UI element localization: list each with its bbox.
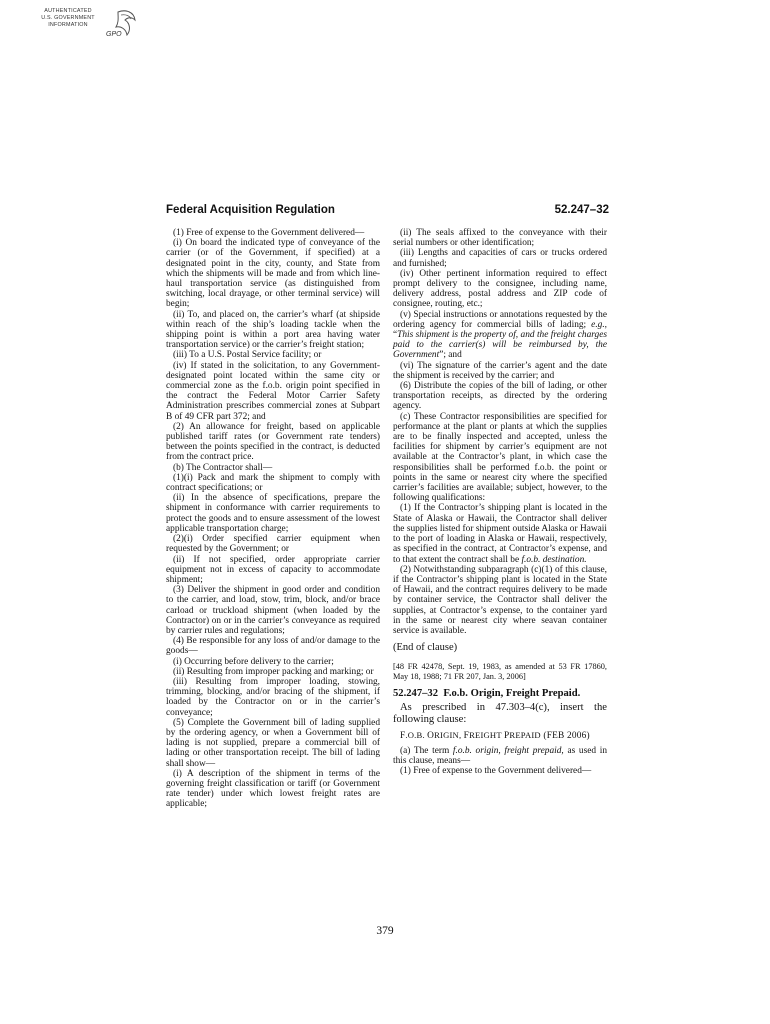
end-of-clause: (End of clause) [393, 642, 458, 654]
paragraph: (1) Free of expense to the Government delivered— [173, 228, 365, 238]
section-title: F.o.b. Origin, Freight Prepaid. [443, 688, 581, 700]
text-run: “ [393, 330, 398, 341]
paragraph: (iv) If stated in the solicitation, to any Government-designated point located within the same city or commercial zone as the f.o.b. origin point specified in the contract the Federal Motor Carrier Safety Administration prescribes commercial zones at Subpart B of 49 CFR part 372; and [166, 360, 380, 422]
right-column [393, 228, 607, 776]
paragraph: (2) An allowance for freight, based on applicable published tariff rates (or Government rate tenders) between the points specified in the contract, is deducted from the contract price. [166, 421, 380, 463]
paragraph: (b) The Contractor shall— [173, 462, 273, 473]
clause-title: F.O.B. ORIGIN, FREIGHT PREPAID (FEB 2006) [400, 730, 590, 742]
paragraph: (ii) If not specified, order appropriate carrier equipment not in excess of capacity to accommodate shipment; [166, 554, 380, 585]
paragraph: (ii) Resulting from improper packing and marking; or [173, 666, 374, 677]
paragraph [393, 746, 607, 766]
text-run: ”; and [439, 350, 462, 361]
paragraph: (2) Notwithstanding subparagraph (c)(1) of this clause, if the Contractor’s shipping plant is located in the State of Hawaii, and the contract requires delivery to be made by container service, the Contractor shall deliver the supplies, at Contractor’s expense, to the container yard in the same or nearest city where seavan container service is available. [393, 564, 607, 636]
paragraph: (vi) The signature of the carrier’s agent and the date the shipment is received by the carrier; and [393, 360, 607, 381]
paragraph: (c) These Contractor responsibilities are specified for performance at the plant or plants at which the supplies are to be finally inspected and accepted, unless the facilities for shipment by carrier’s equipment are not available at the Contractor’s plant, in which case the responsibilities shall be performed f.o.b. the point or points in the same or nearest city where the specified carrier’s facilities are available; subject, however, to the following qualifications: [393, 411, 607, 504]
logo-gpo-mark: GPO [106, 31, 122, 38]
paragraph: (6) Distribute the copies of the bill of lading, or other transportation receipts, as directed by the ordering agency. [393, 381, 607, 412]
citation: [48 FR 42478, Sept. 19, 1983, as amended at 53 FR 17860, May 18, 1988; 71 FR 207, Jan. 3, 2006] [393, 662, 607, 682]
paragraph [393, 310, 607, 361]
paragraph: (1)(i) Pack and mark the shipment to comply with contract specifications; or [166, 472, 380, 494]
paragraph: (i) On board the indicated type of conveyance of the carrier (or of the Government, if specified) at a designated point in the city, county, and State from which the shipments will be made and from which line-haul transportation service (as distinguished from switching, local drayage, or other terminal service) will begin; [166, 238, 380, 310]
section-number: 52.247–32 [393, 688, 439, 700]
text-run: (1) If the Contractor’s shipping plant is located in the State of Alaska or Hawaii, the Contractor shall deliver the supplies listed for shipment outside Alaska or Hawaii to the port of loading in Alaska or Hawaii, respectively, as specified in the contract, at Contractor’s expense, and to that extent the contract shall be [393, 503, 607, 565]
italic-term: f.o.b. origin, freight prepaid, [452, 745, 564, 756]
paragraph: (5) Complete the Government bill of lading supplied by the ordering agency, or when a Government bill of lading is not supplied, prepare a commercial bill of lading or other transportation receipt. The bill of lading shall show— [166, 717, 380, 769]
left-column [166, 228, 380, 810]
paragraph: (iii) Resulting from improper loading, stowing, trimming, blocking, and/or bracing of the shipment, if loaded by the Contractor on or in the carrier’s conveyance; [166, 676, 380, 718]
logo-line-2: U.S. GOVERNMENT [41, 15, 95, 21]
paragraph: (iv) Other pertinent information required to effect prompt delivery to the consignee, including name, delivery address, postal address and ZIP code of consignee, routing, etc.; [393, 268, 607, 310]
header-title: Federal Acquisition Regulation [166, 204, 335, 216]
paragraph: (iii) To a U.S. Postal Service facility; or [173, 350, 322, 361]
prescription-intro: As prescribed in 47.303–4(c), insert the following clause: [393, 702, 607, 726]
running-header [166, 204, 609, 220]
paragraph: (2)(i) Order specified carrier equipment when requested by the Government; or [166, 534, 380, 555]
page-number: 379 [376, 925, 394, 937]
paragraph: (ii) The seals affixed to the conveyance with their serial numbers or other identification; [393, 228, 607, 249]
text-run: (a) The term [400, 745, 453, 756]
paragraph: (ii) In the absence of specifications, prepare the shipment in conformance with carrier requirements to protect the goods and to ensure assessment of the lowest applicable transportation charge; [166, 493, 380, 534]
logo-line-3: INFORMATION [48, 22, 88, 28]
paragraph: (i) Occurring before delivery to the carrier; [173, 656, 334, 667]
paragraph: (4) Be responsible for any loss of and/or damage to the goods— [166, 636, 380, 657]
italic-quote: This shipment is the property of, and the freight charges paid to the carrier(s) will be reimbursed by, the Government [393, 330, 607, 361]
paragraph [393, 503, 607, 564]
paragraph: (i) A description of the shipment in terms of the governing freight classification or tariff (or Government rate tender) under which lowest freight rates are applicable; [166, 768, 380, 810]
text-run: as used in this clause, means— [393, 745, 607, 766]
section-heading [393, 688, 607, 700]
header-section-number: 52.247–32 [554, 204, 609, 216]
paragraph: (3) Deliver the shipment in good order and condition to the carrier, and load, stow, trim, block, and/or brace carload or truckload shipment (when loaded by the Contractor) on or in the carrier’s conveyance as required by carrier rules and regulations; [166, 585, 380, 636]
italic-text: e.g., [591, 319, 607, 330]
paragraph: (iii) Lengths and capacities of cars or trucks ordered and furnished; [393, 248, 607, 269]
logo-line-1: AUTHENTICATED [44, 8, 92, 14]
gpo-authentication-logo [22, 6, 138, 48]
italic-text: f.o.b. destination. [521, 554, 587, 565]
text-run: (v) Special instructions or annotations requested by the ordering agency for commercial bills of lading; [393, 309, 607, 330]
paragraph: (1) Free of expense to the Government delivered— [400, 765, 592, 776]
paragraph: (ii) To, and placed on, the carrier’s wharf (at shipside within reach of the ship’s loading tackle when the shipping point is within a port area having water transportation service) or the carrier’s freight station; [166, 309, 380, 351]
